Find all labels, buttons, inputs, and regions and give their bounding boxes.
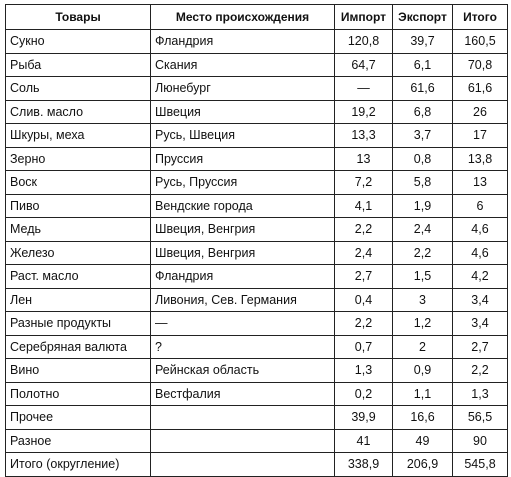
cell-total [453,312,508,336]
cell-goods-text: Итого (округление) [10,457,120,472]
cell-goods [6,429,151,453]
cell-import [335,288,393,312]
cell-origin-text: Русь, Швеция [155,128,235,143]
cell-total-text: 26 [473,104,487,119]
cell-goods [6,194,151,218]
cell-export-text: 5,8 [413,175,432,190]
cell-origin [151,124,335,148]
cell-origin [151,453,335,477]
cell-export [393,312,453,336]
cell-goods-text: Полотно [10,386,60,401]
cell-origin-text: Вендские города [155,198,253,213]
cell-export [393,335,453,359]
cell-export [393,147,453,171]
table-row [6,30,508,54]
cell-total-text: 3,4 [471,316,489,331]
cell-origin [151,335,335,359]
table-row [6,124,508,148]
cell-import-text: 1,3 [354,363,373,378]
table-row [6,312,508,336]
cell-export [393,406,453,430]
cell-total [453,382,508,406]
cell-export-text: 6,8 [413,104,432,119]
cell-origin-text: Швеция, Венгрия [155,245,256,260]
cell-goods-text: Лен [10,292,33,307]
cell-export [393,100,453,124]
cell-goods-text: Рыба [10,57,42,72]
cell-import-text: 120,8 [347,34,380,49]
cell-export [393,429,453,453]
cell-total [453,265,508,289]
cell-import [335,241,393,265]
cell-goods [6,335,151,359]
cell-export-text: 3 [419,292,426,307]
header-row [6,5,508,30]
cell-export-text: 2,2 [413,245,432,260]
cell-goods-text: Разное [10,433,52,448]
cell-export [393,288,453,312]
header-total: Итого [453,5,508,30]
table-row [6,335,508,359]
cell-total [453,241,508,265]
table-row [6,453,508,477]
table-row [6,359,508,383]
cell-total [453,359,508,383]
cell-origin [151,241,335,265]
cell-import [335,453,393,477]
cell-export [393,124,453,148]
cell-export [393,77,453,101]
cell-total-text: 545,8 [464,457,496,472]
cell-import [335,30,393,54]
table-row [6,77,508,101]
cell-total [453,194,508,218]
cell-export-text: 2 [419,339,426,354]
cell-origin-text: Фландрия [155,34,214,49]
cell-export-text: 1,1 [413,386,432,401]
cell-total [453,429,508,453]
cell-goods [6,77,151,101]
cell-total [453,453,508,477]
cell-export [393,30,453,54]
cell-goods [6,171,151,195]
cell-total-text: 1,3 [471,386,489,401]
cell-total [453,218,508,242]
table-row [6,406,508,430]
cell-total-text: 4,6 [471,245,489,260]
table-row [6,382,508,406]
cell-import [335,335,393,359]
cell-total-text: 3,4 [471,292,489,307]
cell-goods [6,124,151,148]
cell-origin [151,312,335,336]
cell-origin-text: Скания [155,57,198,72]
cell-goods-text: Соль [10,81,40,96]
cell-origin-text: Вестфалия [155,386,221,401]
table-row [6,429,508,453]
cell-import-text: 19,2 [351,104,376,119]
cell-origin [151,194,335,218]
table-row [6,147,508,171]
cell-origin [151,53,335,77]
table-header [6,5,508,30]
cell-import-text: 13,3 [351,128,376,143]
cell-export [393,241,453,265]
cell-origin-text: Швеция, Венгрия [155,222,256,237]
cell-total [453,53,508,77]
cell-export-text: 0,9 [413,363,432,378]
cell-import-text: 2,2 [354,316,373,331]
cell-export [393,194,453,218]
cell-total [453,124,508,148]
header-goods: Товары [6,5,151,30]
cell-import-text: 2,2 [354,222,373,237]
cell-export-text: 49 [415,433,430,448]
cell-import-text: 0,2 [354,386,373,401]
cell-total-text: 4,2 [471,269,489,284]
cell-goods-text: Сукно [10,34,45,49]
cell-export-text: 61,6 [410,81,435,96]
cell-import-text: 7,2 [354,175,373,190]
cell-import [335,171,393,195]
cell-goods-text: Раст. масло [10,269,79,284]
cell-goods [6,382,151,406]
cell-total [453,147,508,171]
cell-goods-text: Вино [10,363,40,378]
cell-goods-text: Шкуры, меха [10,128,85,143]
cell-import-text: 41 [356,433,371,448]
cell-goods [6,312,151,336]
table-row [6,288,508,312]
cell-origin-text: Пруссия [155,151,204,166]
cell-total-text: 13 [473,175,487,190]
cell-goods-text: Воск [10,175,38,190]
cell-total [453,77,508,101]
cell-origin-text: Рейнская область [155,363,260,378]
cell-import [335,406,393,430]
cell-total [453,335,508,359]
table-row [6,241,508,265]
cell-total-text: 2,2 [471,363,489,378]
cell-total-text: 2,7 [471,339,489,354]
cell-import-text: 13 [356,151,371,166]
cell-import-text: 39,9 [351,410,376,425]
table-row [6,100,508,124]
table-row [6,218,508,242]
cell-export-text: 1,2 [413,316,432,331]
cell-export-text: 39,7 [410,34,435,49]
cell-total-text: 70,8 [467,57,493,72]
cell-goods-text: Зерно [10,151,46,166]
cell-goods [6,288,151,312]
cell-import [335,382,393,406]
cell-export-text: 1,5 [413,269,432,284]
cell-import [335,147,393,171]
cell-origin [151,147,335,171]
cell-goods [6,218,151,242]
cell-import [335,359,393,383]
cell-origin [151,265,335,289]
cell-origin-text: Люнебург [155,81,211,96]
cell-import [335,265,393,289]
cell-origin [151,100,335,124]
cell-export [393,382,453,406]
cell-origin [151,382,335,406]
cell-goods-text: Медь [10,222,42,237]
header-export: Экспорт [393,5,453,30]
cell-goods [6,53,151,77]
table-row [6,171,508,195]
cell-import-text: 2,7 [354,269,373,284]
cell-import [335,194,393,218]
cell-origin [151,77,335,101]
cell-total-text: 56,5 [467,410,493,425]
cell-import [335,77,393,101]
cell-import-text: 338,9 [347,457,380,472]
cell-import-text: 64,7 [351,57,376,72]
cell-total-text: 13,8 [467,151,493,166]
cell-export [393,171,453,195]
cell-goods-text: Слив. масло [10,104,84,119]
cell-total [453,406,508,430]
cell-goods [6,453,151,477]
cell-goods [6,100,151,124]
cell-export [393,53,453,77]
cell-import-text: — [357,81,370,96]
cell-goods [6,359,151,383]
cell-total-text: 90 [473,433,487,448]
cell-origin-text: Швеция [155,104,201,119]
cell-import-text: 2,4 [354,245,373,260]
cell-origin [151,406,335,430]
header-import: Импорт [335,5,393,30]
cell-total [453,288,508,312]
cell-origin-text: — [155,316,168,331]
cell-origin-text: Фландрия [155,269,214,284]
cell-export [393,265,453,289]
cell-export-text: 206,9 [406,457,439,472]
cell-export-text: 0,8 [413,151,432,166]
cell-import-text: 0,4 [354,292,373,307]
cell-origin [151,218,335,242]
cell-export [393,218,453,242]
cell-export [393,359,453,383]
cell-origin-text: Русь, Пруссия [155,175,238,190]
cell-total [453,30,508,54]
cell-export [393,453,453,477]
cell-origin [151,30,335,54]
cell-total [453,100,508,124]
cell-import [335,312,393,336]
cell-import [335,429,393,453]
cell-export-text: 6,1 [413,57,432,72]
cell-origin-text: ? [155,339,162,354]
cell-export-text: 1,9 [413,198,432,213]
cell-export-text: 2,4 [413,222,432,237]
cell-import [335,124,393,148]
cell-export-text: 16,6 [410,410,435,425]
cell-origin [151,429,335,453]
cell-origin-text: Ливония, Сев. Германия [155,292,297,307]
table-row [6,265,508,289]
cell-origin [151,171,335,195]
cell-total [453,171,508,195]
cell-total-text: 4,6 [471,222,489,237]
cell-goods [6,30,151,54]
cell-goods [6,241,151,265]
table-body [6,30,508,477]
cell-goods [6,265,151,289]
cell-goods [6,147,151,171]
cell-goods-text: Серебряная валюта [10,339,127,354]
cell-import-text: 0,7 [354,339,373,354]
cell-goods-text: Пиво [10,198,40,213]
cell-goods-text: Железо [10,245,55,260]
cell-import [335,53,393,77]
header-origin: Место происхождения [151,5,335,30]
cell-import [335,218,393,242]
cell-total-text: 61,6 [467,81,493,96]
cell-import [335,100,393,124]
cell-import-text: 4,1 [354,198,373,213]
cell-goods-text: Прочее [10,410,54,425]
cell-goods [6,406,151,430]
table-row [6,194,508,218]
table-row [6,53,508,77]
cell-total-text: 160,5 [464,34,496,49]
trade-table [5,4,508,477]
cell-goods-text: Разные продукты [10,316,112,331]
cell-origin [151,288,335,312]
cell-origin [151,359,335,383]
cell-export-text: 3,7 [413,128,432,143]
cell-total-text: 17 [473,128,487,143]
cell-total-text: 6 [476,198,484,213]
